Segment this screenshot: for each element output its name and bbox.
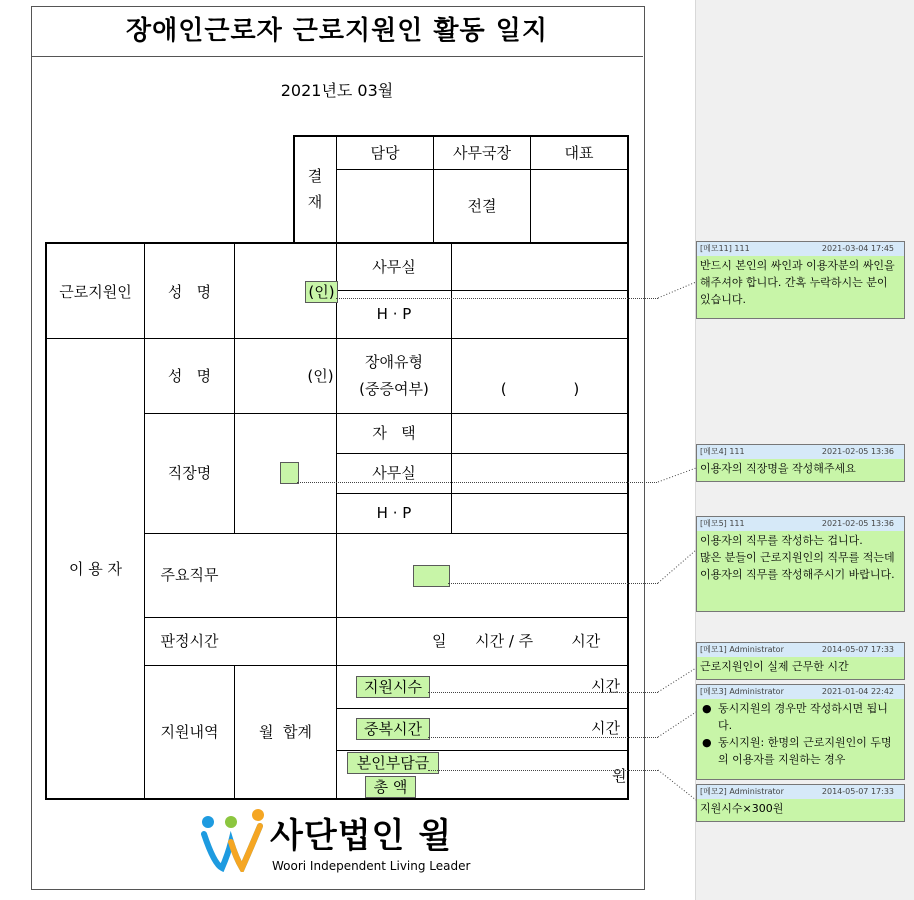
- memo-2[interactable]: [696, 784, 905, 822]
- memo-11-header: [메모11] 111: [700, 244, 750, 253]
- burden-label-2[interactable]: 총 액: [365, 776, 416, 798]
- memo-2-header: [메모2] Administrator: [700, 787, 784, 796]
- logo-tagline: Woori Independent Living Leader: [272, 859, 471, 873]
- memo-3[interactable]: [696, 684, 905, 780]
- memo-11[interactable]: [696, 241, 905, 319]
- memo-3-header: [메모3] Administrator: [700, 687, 784, 696]
- unit-hour-1: 시간: [591, 677, 620, 695]
- user-seal: (인): [307, 367, 334, 385]
- bullet-icon: ●: [702, 702, 712, 715]
- memo-4[interactable]: [696, 444, 905, 482]
- burden-label-1[interactable]: 본인부담금: [347, 752, 439, 774]
- memo-1-text: 근로지원인이 실제 근무한 시간: [700, 660, 849, 673]
- memo-3-date: 2021-01-04 22:42: [821, 687, 894, 696]
- judge-label: 판정시간: [160, 632, 219, 650]
- memo-1-header: [메모1] Administrator: [700, 645, 784, 654]
- user-hp-label: H · P: [376, 504, 412, 522]
- approval-header-manager: 담당: [370, 144, 400, 162]
- worker-name-label: 성 명: [167, 283, 212, 301]
- bullet-icon: ●: [702, 736, 712, 749]
- memo-5-header: [메모5] 111: [700, 519, 745, 528]
- support-label: 지원내역: [160, 723, 219, 741]
- memo-1[interactable]: [696, 642, 905, 680]
- disability-label-2: (중증여부): [359, 380, 429, 398]
- approval-label-2: 재: [307, 193, 323, 211]
- duty-label: 주요직무: [160, 566, 219, 584]
- memo-3-bullet: ● 동시지원의 경우만 작성하시면 됩니다.: [702, 702, 888, 732]
- user-name-label: 성 명: [167, 367, 212, 385]
- memo-5[interactable]: [696, 516, 905, 612]
- worker-office-label: 사무실: [372, 258, 416, 276]
- memo-4-text: 이용자의 직장명을 작성해주세요: [700, 462, 856, 475]
- memo-4-header: [메모4] 111: [700, 447, 745, 456]
- memo-5-date: 2021-02-05 13:36: [821, 519, 894, 528]
- year-month: 2021년도 03월: [280, 81, 394, 100]
- worker-hp-label: H · P: [376, 305, 412, 323]
- user-office-label: 사무실: [372, 464, 416, 482]
- approval-value-secretary: 전결: [467, 197, 497, 215]
- approval-header-secretary: 사무국장: [453, 144, 511, 162]
- memo-11-date: 2021-03-04 17:45: [821, 244, 894, 253]
- worker-row-label: 근로지원인: [59, 283, 132, 301]
- memo-5-text: 이용자의 직무를 작성하는 겁니다.: [700, 534, 863, 547]
- workplace-label: 직장명: [167, 464, 212, 482]
- worker-seal[interactable]: (인): [305, 281, 338, 303]
- memo-3-bullet: ● 동시지원: 한명의 근로지원인이 두명의 이용자를 지원하는 경우: [702, 736, 892, 766]
- judge-value: 일 시간 / 주 시간: [432, 632, 601, 650]
- unit-won: 원: [612, 767, 627, 785]
- disability-value: ( ): [500, 380, 580, 398]
- logo-name: 사단법인 윌: [270, 816, 453, 856]
- approval-header-ceo: 대표: [564, 144, 594, 162]
- disability-label-1: 장애유형: [365, 353, 423, 371]
- home-label: 자 택: [372, 424, 416, 442]
- approval-label-1: 결: [307, 167, 323, 185]
- unit-hour-2: 시간: [591, 719, 620, 737]
- memo-1-date: 2014-05-07 17:33: [821, 645, 894, 654]
- memo-11-text: 반드시 본인의 싸인과 이용자분의 싸인을 해주셔야 합니다. 간혹 누락하시는 분이 있습니다.: [700, 259, 895, 306]
- support-hours-label[interactable]: 지원시수: [356, 676, 430, 698]
- memo-4-date: 2021-02-05 13:36: [821, 447, 894, 456]
- overlap-hours-label[interactable]: 중복시간: [356, 718, 430, 740]
- memo-2-text: 지원시수×300원: [700, 802, 784, 815]
- memo-5-text-2: 많은 분들이 근로지원인의 직무를 적는데 이용자의 직무를 작성해주시기 바랍니다.: [700, 551, 895, 581]
- user-row-label: 이 용 자: [68, 560, 122, 578]
- month-total-label: 월 합계: [258, 723, 312, 741]
- page-title: 장애인근로자 근로지원인 활동 일지: [126, 16, 548, 46]
- memo-2-date: 2014-05-07 17:33: [821, 787, 894, 796]
